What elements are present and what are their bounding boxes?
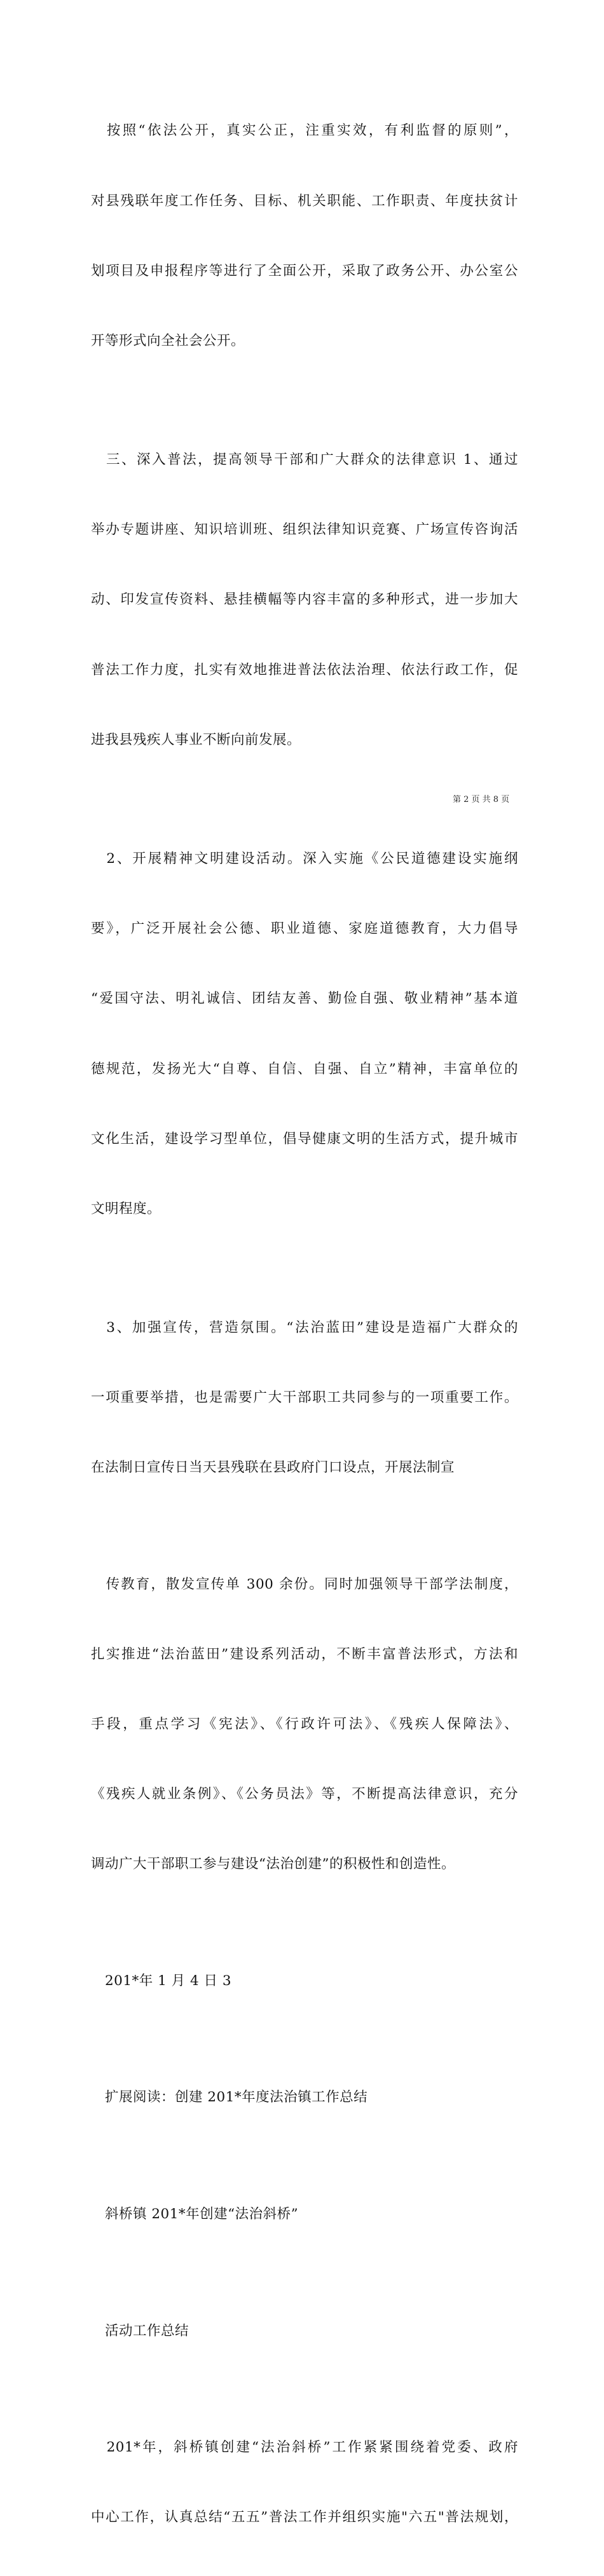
extended-reading-title	[91, 2040, 518, 2157]
paragraph-line: “爱国守法、明礼诚信、团结友善、勤俭自强、敬业精神”基本道	[91, 991, 518, 1007]
paragraph-line: 动、印发宣传资料、悬挂横幅等内容丰富的多种形式，进一步加大	[91, 592, 518, 608]
subtitle-line-1	[91, 2157, 518, 2274]
paragraph-line: 传教育，散发宣传单 300 余份。同时加强领导干部学法制度，	[91, 1576, 518, 1592]
paragraph-1	[91, 73, 518, 400]
paragraph-3	[91, 801, 518, 1268]
paragraph-4	[91, 1270, 518, 1527]
paragraph-line: 划项目及申报程序等进行了全面公开，采取了政务公开、办公室公	[91, 262, 518, 279]
paragraph-6	[91, 2390, 518, 2576]
paragraph-line: 3、加强宣传，营造氛围。“法治蓝田”建设是造福广大群众的	[91, 1320, 518, 1336]
paragraph-line: 文化生活，建设学习型单位，倡导健康文明的生活方式，提升城市	[91, 1130, 518, 1147]
paragraph-line: 中心工作，认真总结“五五”普法工作并组织实施"六五"普法规划，	[91, 2509, 518, 2526]
paragraph-line: 调动广大干部职工参与建设“法治创建”的积极性和创造性。	[91, 1856, 455, 1873]
paragraph-line: 进我县残疾人事业不断向前发展。	[91, 731, 301, 748]
paragraph-line: 按照“依法公开，真实公正，注重实效，有利监督的原则”，	[91, 123, 518, 139]
paragraph-line: 开等形式向全社会公开。	[91, 332, 245, 349]
paragraph-line: 扎实推进“法治蓝田”建设系列活动，不断丰富普法形式，方法和	[91, 1646, 518, 1663]
paragraph-line: 2、开展精神文明建设活动。深入实施《公民道德建设实施纲	[91, 851, 518, 867]
page-number: 第 2 页 共 8 页	[453, 795, 510, 804]
paragraph-line: 201*年，斜桥镇创建“法治斜桥”工作紧紧围绕着党委、政府	[91, 2439, 518, 2456]
date-line	[91, 1923, 518, 2040]
paragraph-line: 普法工作力度，扎实有效地推进普法依法治理、依法行政工作，促	[91, 661, 518, 678]
paragraph-line: 一项重要举措，也是需要广大干部职工共同参与的一项重要工作。	[91, 1390, 518, 1406]
paragraph-line: 斜桥镇 201*年创建“法治斜桥”	[91, 2206, 299, 2222]
paragraph-line: 举办专题讲座、知识培训班、组织法律知识竞赛、广场宣传咨询活	[91, 522, 518, 538]
paragraph-line: 在法制日宣传日当天县残联在县政府门口设点，开展法制宣	[91, 1460, 455, 1476]
paragraph-line: 《残疾人就业条例》、《公务员法》等，不断提高法律意识，充分	[91, 1786, 518, 1803]
paragraph-line: 扩展阅读：创建 201*年度法治镇工作总结	[91, 2089, 368, 2106]
paragraph-line: 活动工作总结	[91, 2322, 189, 2339]
paragraph-2	[91, 402, 518, 799]
document-body	[91, 73, 518, 2576]
subtitle-line-2	[91, 2273, 518, 2390]
paragraph-5	[91, 1527, 518, 1923]
paragraph-line: 201*年 1 月 4 日 3	[91, 1972, 231, 1989]
paragraph-line: 三、深入普法，提高领导干部和广大群众的法律意识 1、通过	[91, 452, 518, 468]
paragraph-line: 文明程度。	[91, 1200, 161, 1217]
paragraph-line: 手段，重点学习《宪法》、《行政许可法》、《残疾人保障法》、	[91, 1716, 518, 1733]
paragraph-line: 对县残联年度工作任务、目标、机关职能、工作职责、年度扶贫计	[91, 193, 518, 209]
paragraph-line: 要》，广泛开展社会公德、职业道德、家庭道德教育，大力倡导	[91, 921, 518, 937]
paragraph-line: 德规范，发扬光大“自尊、自信、自强、自立”精神，丰富单位的	[91, 1061, 518, 1077]
